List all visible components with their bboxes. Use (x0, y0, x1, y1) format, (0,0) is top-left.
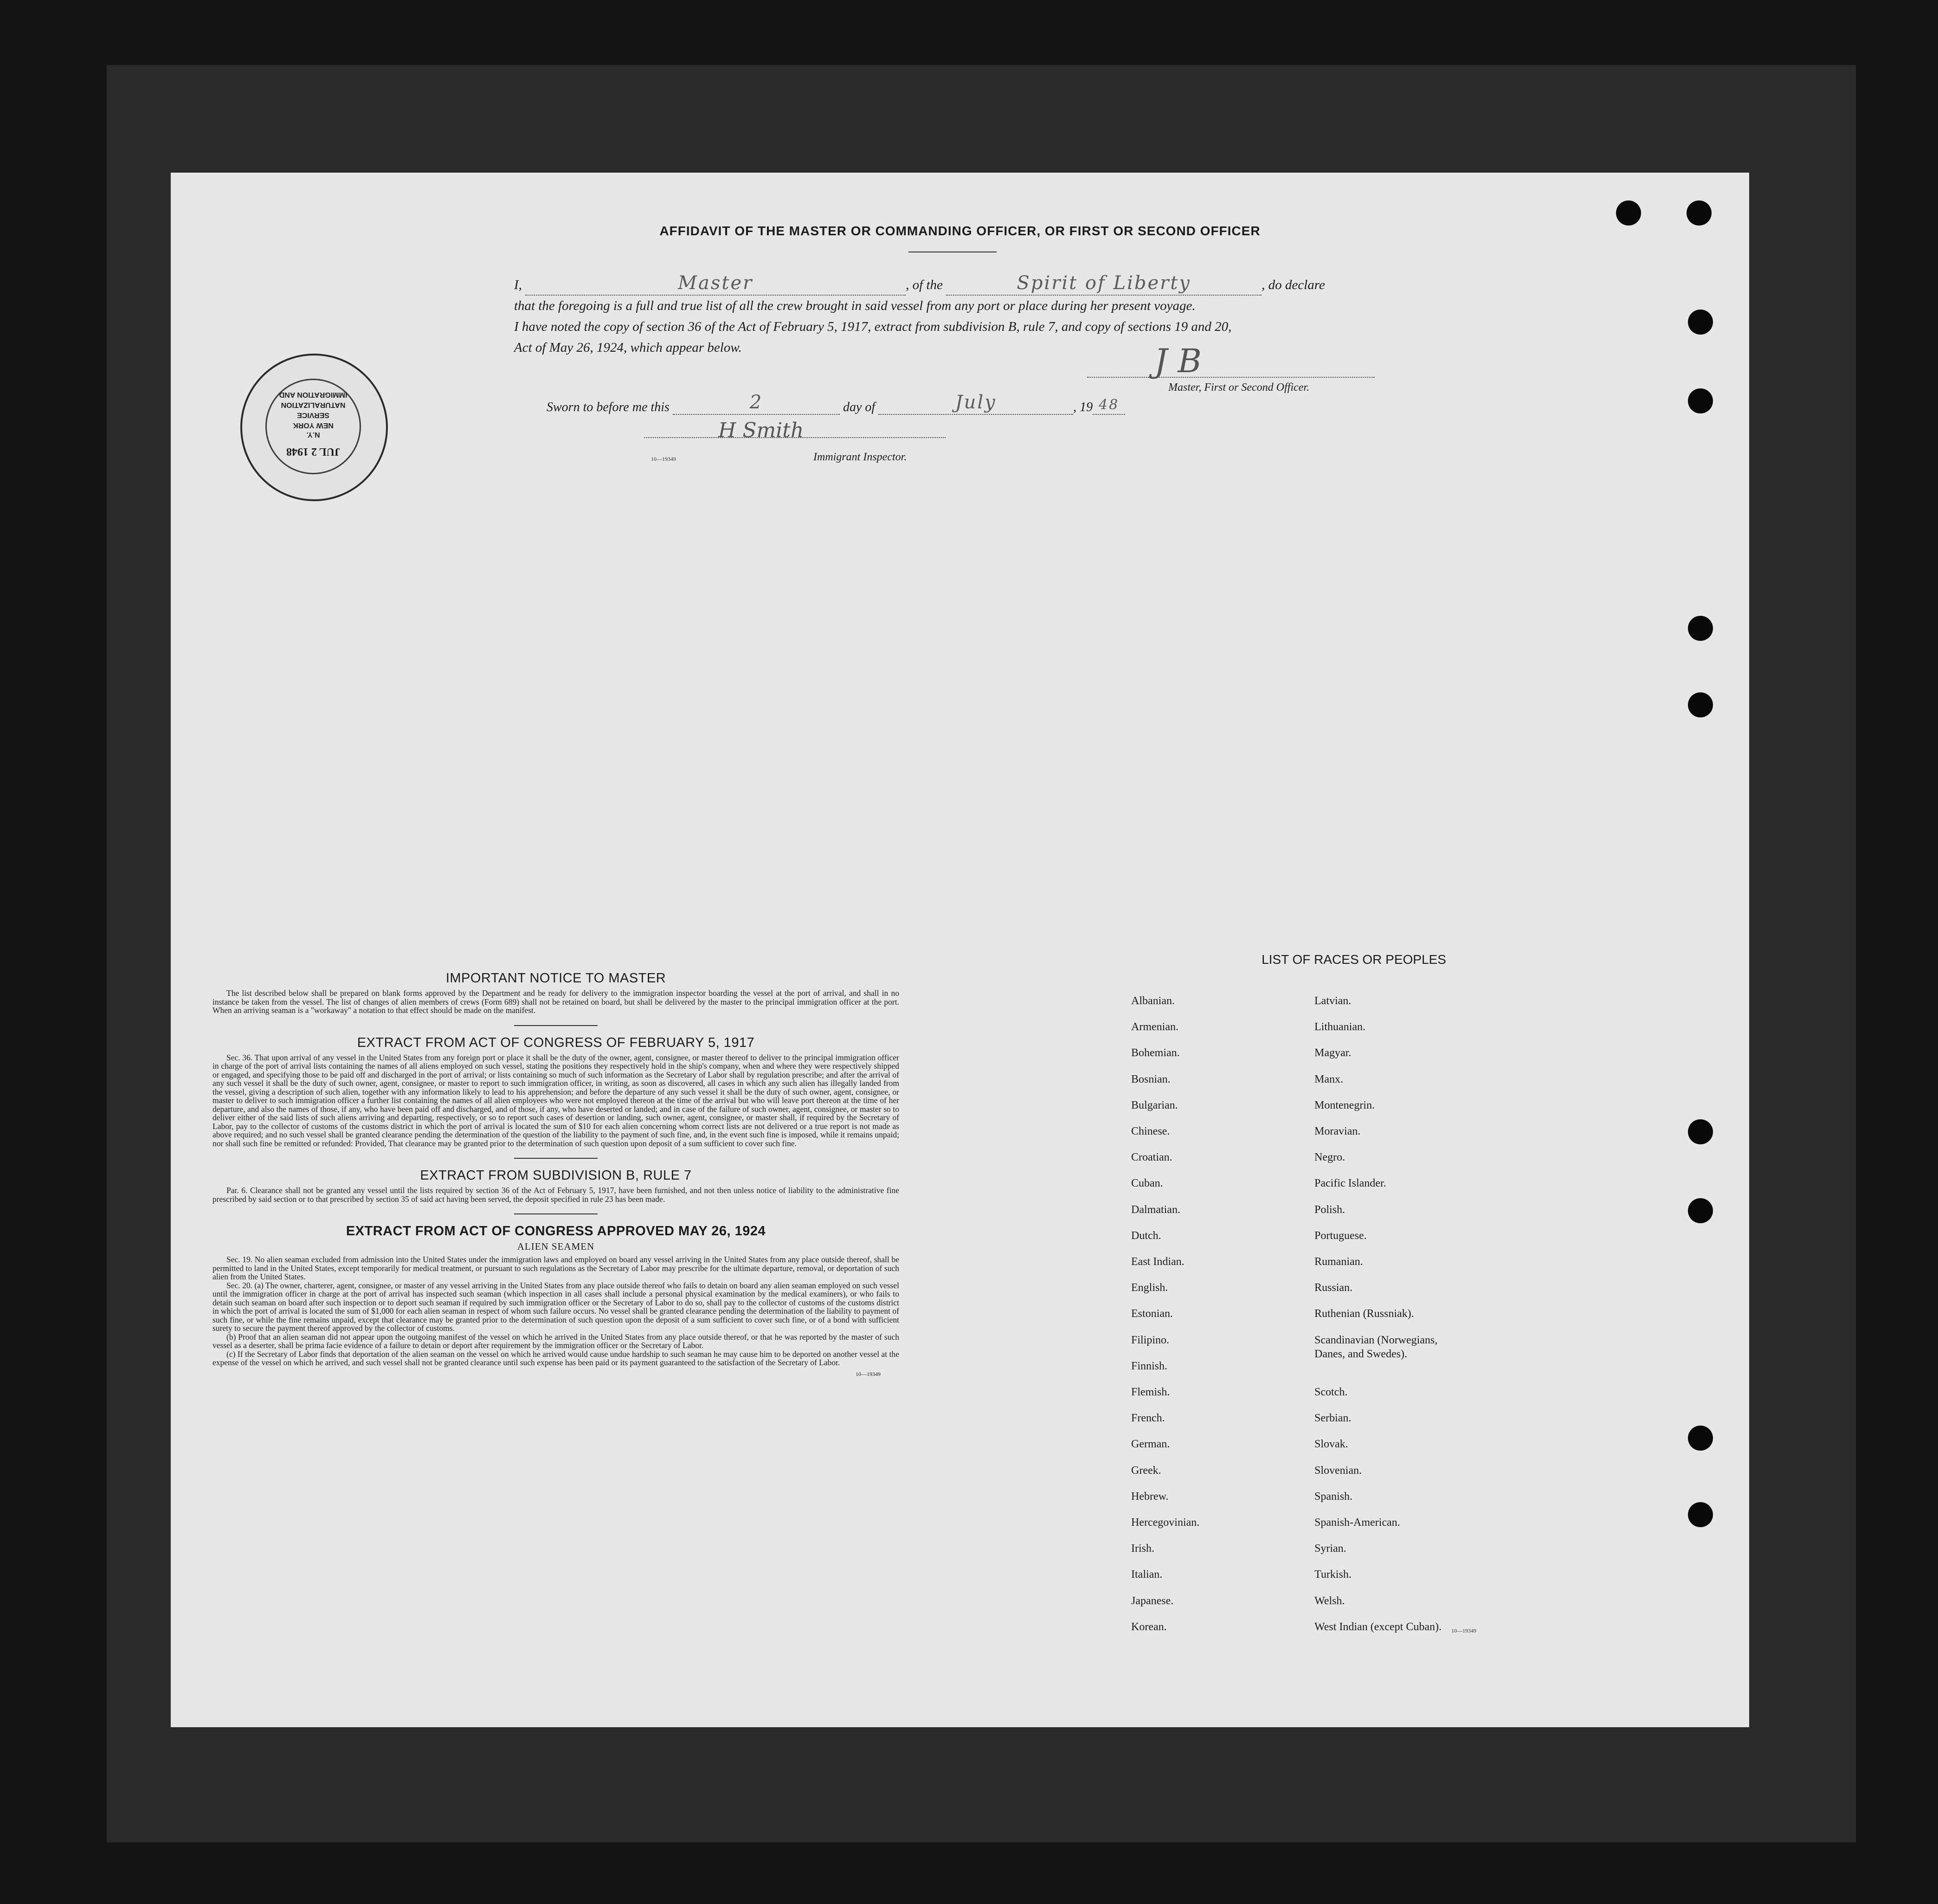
extract-rule7-paragraph: Par. 6. Clearance shall not be granted any vessel until the lists required by section 36 of the Act of February 5, 1917, have been furnished, and not then unless notice of liability to the administrative fine prescribed by said section or to that prescribed by section 35 of said act having been served, the deposit specified in rule 23 has been made. (212, 1186, 899, 1204)
i-label: I, (514, 278, 522, 292)
extract-1917-title: EXTRACT FROM ACT OF CONGRESS OF FEBRUARY 5, 1917 (357, 1035, 755, 1050)
signature-line (1087, 377, 1375, 378)
race-item: French. (1131, 1412, 1165, 1425)
race-item: Bulgarian. (1131, 1099, 1178, 1111)
races-form-number: 10—19349 (1451, 1627, 1476, 1634)
race-item: Hercegovinian. (1131, 1517, 1200, 1529)
sec-20a-paragraph: Sec. 20. (a) The owner, charterer, agent, consignee, or master of any vessel arriving in the United States from any place outside thereof who fails to detain on board any alien seaman employed on such vessel until the immigration officer in charge at the port of arrival has inspected such seaman (which inspection in all cases shall include a personal physical examination by the medical examiners), or who fails to detain such seaman on board after such inspection or to deport such seaman if required by such immigration officer or the Secretary of Labor to do so, shall pay to the collector of customs of the customs district in which the port of arrival is located the sum of $1,000 for each alien seaman in respect of whom such failure occurs. No vessel shall be granted clearance pending the determination of the liability to payment of such fine, or while the fine remains unpaid, except that clearance may be granted prior to the determination of such question upon the deposit of a sum sufficient to cover such fine, or of a bond with sufficient surety to secure the payment thereof approved by the collector of customs. (212, 1280, 899, 1333)
of-the-label: , of the (906, 278, 943, 292)
stamp-line-3: SERVICE (297, 411, 329, 419)
race-item: Estonian. (1131, 1308, 1173, 1320)
extract-1917-text (212, 1053, 899, 1148)
extract-1924-title: EXTRACT FROM ACT OF CONGRESS APPROVED MAY 26, 1924 (346, 1224, 766, 1239)
race-item: Chinese. (1131, 1125, 1170, 1137)
sec-19-paragraph: Sec. 19. No alien seaman excluded from admission into the United States under the immigration laws and employed on board any vessel arriving in the United States from any place outside thereof, shall be permitted to land in the United States, except temporarily for medical treatment, or pursuant to such regulations as the Secretary of Labor may prescribe for the ultimate departure, removal, or deportation of such alien from the United States. (212, 1255, 899, 1281)
race-item: Slovenian. (1314, 1464, 1362, 1477)
race-item: Turkish. (1314, 1568, 1352, 1581)
stamp-inner-ring (265, 379, 361, 474)
extract-rule7-text (212, 1186, 899, 1203)
race-item: Negro. (1314, 1151, 1345, 1164)
date-stamp (240, 354, 388, 501)
punch-hole (1688, 692, 1713, 717)
race-item: Ruthenian (Russniak). (1314, 1308, 1414, 1320)
punch-hole (1688, 310, 1713, 335)
inspector-caption: Immigrant Inspector. (813, 451, 907, 463)
race-item: Serbian. (1314, 1412, 1352, 1425)
document-page (171, 173, 1749, 1727)
vessel-field (946, 272, 1262, 296)
race-item: Hebrew. (1131, 1490, 1169, 1503)
sworn-line (547, 392, 1125, 415)
punch-hole (1688, 388, 1713, 413)
race-item: Filipino. (1131, 1334, 1170, 1346)
signature-caption: Master, First or Second Officer. (1168, 381, 1309, 394)
affidavit-line-2: that the foregoing is a full and true list of all the crew brought in said vessel from any port or place during her present voyage. (514, 298, 1196, 313)
race-item: Dalmatian. (1131, 1203, 1180, 1216)
section-divider (514, 1213, 598, 1214)
officer-field (525, 272, 906, 296)
race-item: Polish. (1314, 1203, 1346, 1216)
race-item: Montenegrin. (1314, 1099, 1375, 1111)
race-item: Spanish-American. (1314, 1517, 1400, 1529)
notice-paragraph: The list described below shall be prepared on blank forms approved by the Department and be ready for delivery to the immigration inspector boarding the vessel at the port of arrival, and shall in no instance be taken from the vessel. The list of changes of alien members of crews (Form 689) shall not be retained on board, but shall be delivered by the master to the principal immigration officer at the port. When an arriving seaman is a "workaway" a notation to that effect should be made on the manifest. (212, 988, 899, 1015)
race-item: Spanish. (1314, 1490, 1353, 1503)
stamp-line-4: NEW YORK (293, 421, 334, 429)
notice-text (212, 989, 899, 1015)
race-item: Slovak. (1314, 1438, 1348, 1451)
stamp-line-1: IMMIGRATION AND (279, 391, 348, 399)
officer-handwritten: Master (678, 272, 753, 294)
race-item: Italian. (1131, 1568, 1163, 1581)
punch-hole (1688, 1198, 1713, 1223)
sec-20c-paragraph: (c) If the Secretary of Labor finds that deportation of the alien seaman on the vessel on which he arrived would cause undue hardship to such seaman he may cause him to be deported on another vessel at the expense of the vessel on which he arrived, and such vessel shall not be granted clearance until such expense has been paid or its payment guaranteed to the satisfaction of the Secretary of Labor. (212, 1349, 899, 1367)
punch-hole (1688, 1502, 1713, 1527)
race-item: Lithuanian. (1314, 1021, 1365, 1033)
race-item: Armenian. (1131, 1021, 1178, 1033)
race-item: Scotch. (1314, 1386, 1348, 1398)
race-item: Pacific Islander. (1314, 1177, 1386, 1190)
race-item: Korean. (1131, 1620, 1167, 1633)
race-item: Greek. (1131, 1464, 1161, 1477)
officer-signature: J B (1154, 342, 1202, 380)
stamp-line-5: N.Y. (306, 431, 320, 439)
punch-hole (1688, 616, 1713, 641)
race-item: Japanese. (1131, 1594, 1174, 1607)
month-field (878, 392, 1073, 415)
punch-hole (1616, 200, 1641, 226)
extract-rule7-title: EXTRACT FROM SUBDIVISION B, RULE 7 (420, 1168, 692, 1183)
race-item: Croatian. (1131, 1151, 1172, 1164)
race-item: Magyar. (1314, 1047, 1352, 1059)
race-item: German. (1131, 1438, 1170, 1451)
alien-seamen-subtitle: ALIEN SEAMEN (517, 1241, 595, 1252)
affidavit-line-4: Act of May 26, 1924, which appear below. (514, 340, 742, 355)
sec-20b-paragraph: (b) Proof that an alien seaman did not appear upon the outgoing manifest of the vessel on which he arrived in the United States from any place outside thereof, or that he was reported by the master of such vessel as a deserter, shall be prima facie evidence of a failure to detain or deport after requirement by the immigration officer or the Secretary of Labor. (212, 1332, 899, 1350)
notice-title: IMPORTANT NOTICE TO MASTER (445, 971, 666, 986)
race-item: Welsh. (1314, 1594, 1345, 1607)
punch-hole (1687, 200, 1712, 226)
race-item: Albanian. (1131, 995, 1175, 1007)
race-item: Syrian. (1314, 1543, 1346, 1555)
stamp-date: JUL 2 1948 (286, 445, 341, 458)
affidavit-body (514, 272, 1609, 358)
race-item: West Indian (except Cuban). (1314, 1620, 1442, 1633)
month-handwritten: July (955, 392, 997, 413)
extract-1924-text (212, 1255, 899, 1367)
vessel-handwritten: Spirit of Liberty (1017, 272, 1191, 294)
legal-notices (212, 971, 899, 1378)
affidavit-form-number: 10—19349 (651, 456, 676, 462)
race-item: Cuban. (1131, 1177, 1163, 1190)
race-item: Manx. (1314, 1073, 1343, 1085)
race-item: Flemish. (1131, 1386, 1170, 1398)
sworn-label: Sworn to before me this (547, 400, 670, 414)
inspector-line (644, 437, 946, 438)
inspector-signature: H Smith (718, 419, 804, 442)
race-item: East Indian. (1131, 1256, 1185, 1268)
races-title: LIST OF RACES OR PEOPLES (1262, 952, 1446, 967)
stamp-line-2: NATURALIZATION (281, 401, 346, 409)
year-prefix: , 19 (1073, 400, 1093, 414)
punch-hole (1688, 1119, 1713, 1144)
race-item: Latvian. (1314, 995, 1352, 1007)
race-item: Moravian. (1314, 1125, 1361, 1137)
year-handwritten: 48 (1099, 397, 1120, 413)
day-of-label: day of (843, 400, 876, 414)
race-item: Finnish. (1131, 1360, 1168, 1372)
day-handwritten: 2 (749, 392, 763, 413)
day-field (673, 392, 840, 415)
extract-1917-paragraph: Sec. 36. That upon arrival of any vessel in the United States from any foreign port or place it shall be the duty of the owner, agent, consignee, or master thereof to deliver to the principal immigration officer in charge of the port of arrival lists containing the names of all aliens employed on such vessel, stating the positions they respectively hold in the ship's company, when and where they were respectively shipped or engaged, and specifying those to be paid off and discharged in the port of arrival; or lists containing so much of such information as the Secretary of Labor shall by regulation prescribe; and after the arrival of any such vessel it shall be the duty of such owner, agent, consignee, or master to report to such immigration officer, in writing, as soon as discovered, all cases in which any such alien has illegally landed from the vessel, giving a description of such alien, together with any information likely to lead to his apprehension; and before the departure of any such vessel it shall be the duty of such owner, agent, consignee, or master to deliver to such immigration officer a further list containing the names of all alien employees who were not employed thereon at the time of the arrival but who will leave port thereon at the time of her departure, and also the names of those, if any, who have been paid off and discharged, and of those, if any, who have deserted or landed; and in case of the failure of such owner, agent, consignee, or master so to deliver either of the said lists of such aliens arriving and departing, respectively, or so to report such cases of desertion or landing, such owner, agent, consignee, or master shall, if required by the Secretary of Labor, pay to the collector of customs of the customs district in which the port of arrival is located the sum of $10 for each alien concerning whom correct lists are not delivered or a true report is not made as above required; and no such vessel shall be granted clearance pending the determination of the question of the liability to the payment of such fine, and, in the event such fine is imposed, while it remains unpaid; nor shall such fine be remitted or refunded: Provided, That clearance may be granted prior to the determination of such question upon deposit of a sum sufficient to cover such fine. (212, 1052, 899, 1148)
notices-form-number: 10—19349 (856, 1370, 881, 1377)
race-item: Bosnian. (1131, 1073, 1171, 1085)
race-item: Bohemian. (1131, 1047, 1180, 1059)
do-declare-label: , do declare (1262, 278, 1325, 292)
year-field (1093, 397, 1125, 415)
race-item: Irish. (1131, 1543, 1154, 1555)
race-item: Dutch. (1131, 1229, 1161, 1242)
punch-hole (1688, 1426, 1713, 1451)
race-item: Scandinavian (Norwegians, Danes, and Swedes). (1314, 1334, 1438, 1360)
race-item: Portuguese. (1314, 1229, 1367, 1242)
section-divider (514, 1158, 598, 1159)
race-item: English. (1131, 1282, 1168, 1294)
section-divider (514, 1025, 598, 1026)
affidavit-line-3: I have noted the copy of section 36 of the Act of February 5, 1917, extract from subdivision B, rule 7, and copy of sections 19 and 20, (514, 319, 1232, 334)
race-item: Russian. (1314, 1282, 1353, 1294)
race-item: Rumanian. (1314, 1256, 1363, 1268)
affidavit-title: AFFIDAVIT OF THE MASTER OR COMMANDING OFFICER, OR FIRST OR SECOND OFFICER (659, 224, 1261, 238)
affidavit-line-1 (514, 272, 1609, 296)
